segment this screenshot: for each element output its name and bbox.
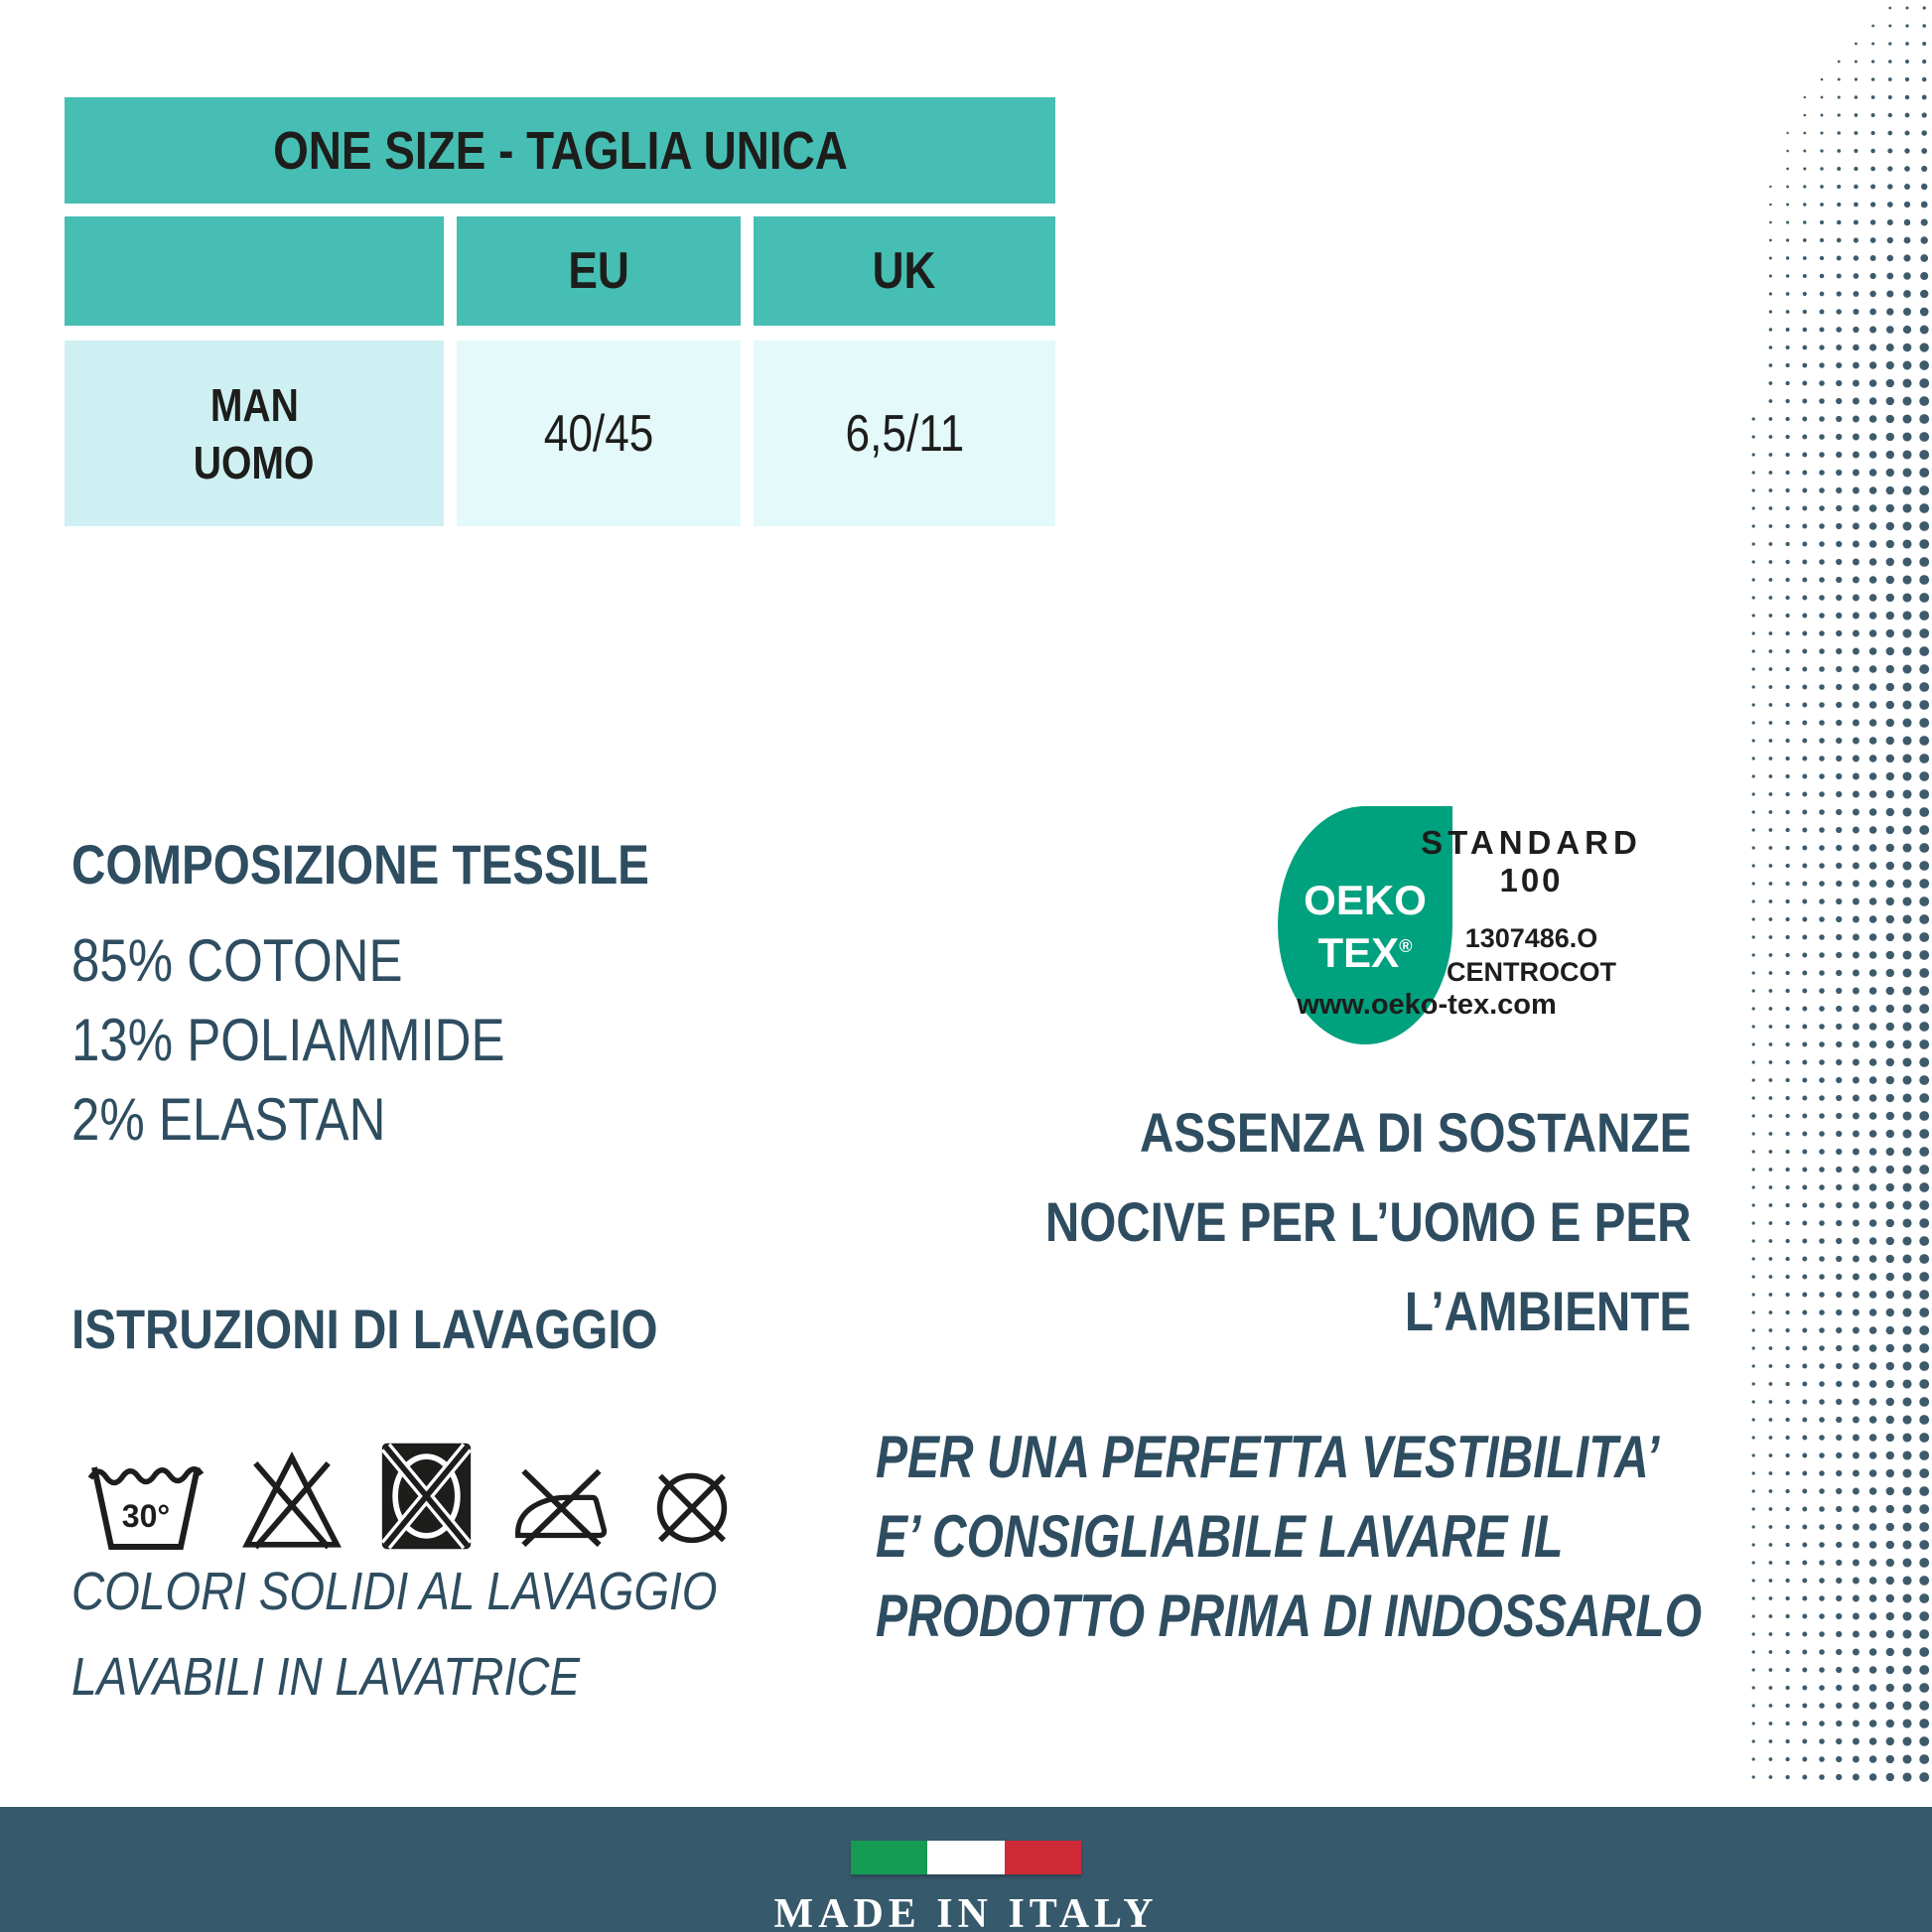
wash-30-icon [87, 1448, 205, 1555]
washing-note: LAVABILI IN LAVATRICE [71, 1647, 580, 1707]
fit-advice-line: PER UNA PERFETTA VESTIBILITA’ [876, 1424, 1660, 1490]
composition-list [71, 921, 582, 1160]
washing-note: COLORI SOLIDI AL LAVAGGIO [71, 1562, 718, 1621]
registered-mark: ® [1399, 936, 1413, 956]
uk-header-label: UK [873, 242, 936, 300]
do-not-tumble-dry-icon [379, 1438, 474, 1555]
row-label-uomo: UOMO [194, 436, 315, 488]
size-table-header-row [65, 216, 1055, 326]
size-table-header-uk [754, 216, 1055, 326]
certificate-institute: CENTROCOT [1447, 957, 1616, 987]
made-in-italy-label: MADE IN ITALY [773, 1891, 1159, 1932]
washing-notes [71, 1549, 831, 1720]
fit-advice-line: E’ CONSIGLIABILE LAVARE IL [876, 1503, 1564, 1570]
size-table [65, 97, 1055, 526]
do-not-bleach-icon [242, 1448, 342, 1555]
tex-word: TEX® [1317, 929, 1413, 976]
oeko-claim [797, 1088, 1691, 1356]
fit-advice [876, 1418, 1908, 1656]
flag-green-stripe [851, 1841, 927, 1874]
size-table-data-row [65, 341, 1055, 526]
size-table-eu-value [457, 341, 741, 526]
claim-line: L’AMBIENTE [1404, 1280, 1691, 1342]
composition-heading: COMPOSIZIONE TESSILE [71, 833, 649, 896]
claim-line: ASSENZA DI SOSTANZE [1139, 1101, 1691, 1164]
fit-advice-line: PRODOTTO PRIMA DI INDOSSARLO [876, 1583, 1703, 1649]
eu-value-text: 40/45 [543, 404, 654, 463]
standard-100-label [1405, 824, 1658, 988]
size-table-uk-value [754, 341, 1055, 526]
oeko-website: www.oeko-tex.com [1297, 989, 1557, 1021]
uk-value-text: 6,5/11 [845, 404, 964, 463]
flag-white-stripe [927, 1841, 1004, 1874]
size-table-title-text: ONE SIZE - TAGLIA UNICA [272, 120, 848, 181]
washing-heading: ISTRUZIONI DI LAVAGGIO [71, 1298, 658, 1360]
footer-bar [0, 1807, 1932, 1932]
care-icons-row [87, 1438, 736, 1555]
certificate-number: 1307486.O [1464, 923, 1598, 953]
oeko-word: OEKO [1304, 877, 1427, 923]
svg-text:30°: 30° [121, 1498, 171, 1534]
eu-header-label: EU [568, 242, 629, 300]
row-label-man: MAN [209, 378, 299, 431]
do-not-dry-clean-icon [648, 1460, 736, 1555]
italian-flag-icon [851, 1841, 1081, 1874]
do-not-iron-icon [511, 1457, 611, 1555]
standard-number: 100 [1499, 862, 1564, 898]
size-table-header-eu [457, 216, 741, 326]
composition-item: 2% ELASTAN [71, 1086, 386, 1153]
composition-item: 13% POLIAMMIDE [71, 1007, 505, 1073]
size-table-title [65, 97, 1055, 204]
flag-red-stripe [1005, 1841, 1081, 1874]
standard-word: STANDARD [1421, 824, 1642, 861]
size-table-row-label [65, 341, 444, 526]
claim-line: NOCIVE PER L’UOMO E PER [1044, 1190, 1691, 1253]
size-table-corner-cell [65, 216, 444, 326]
composition-item: 85% COTONE [71, 927, 403, 994]
